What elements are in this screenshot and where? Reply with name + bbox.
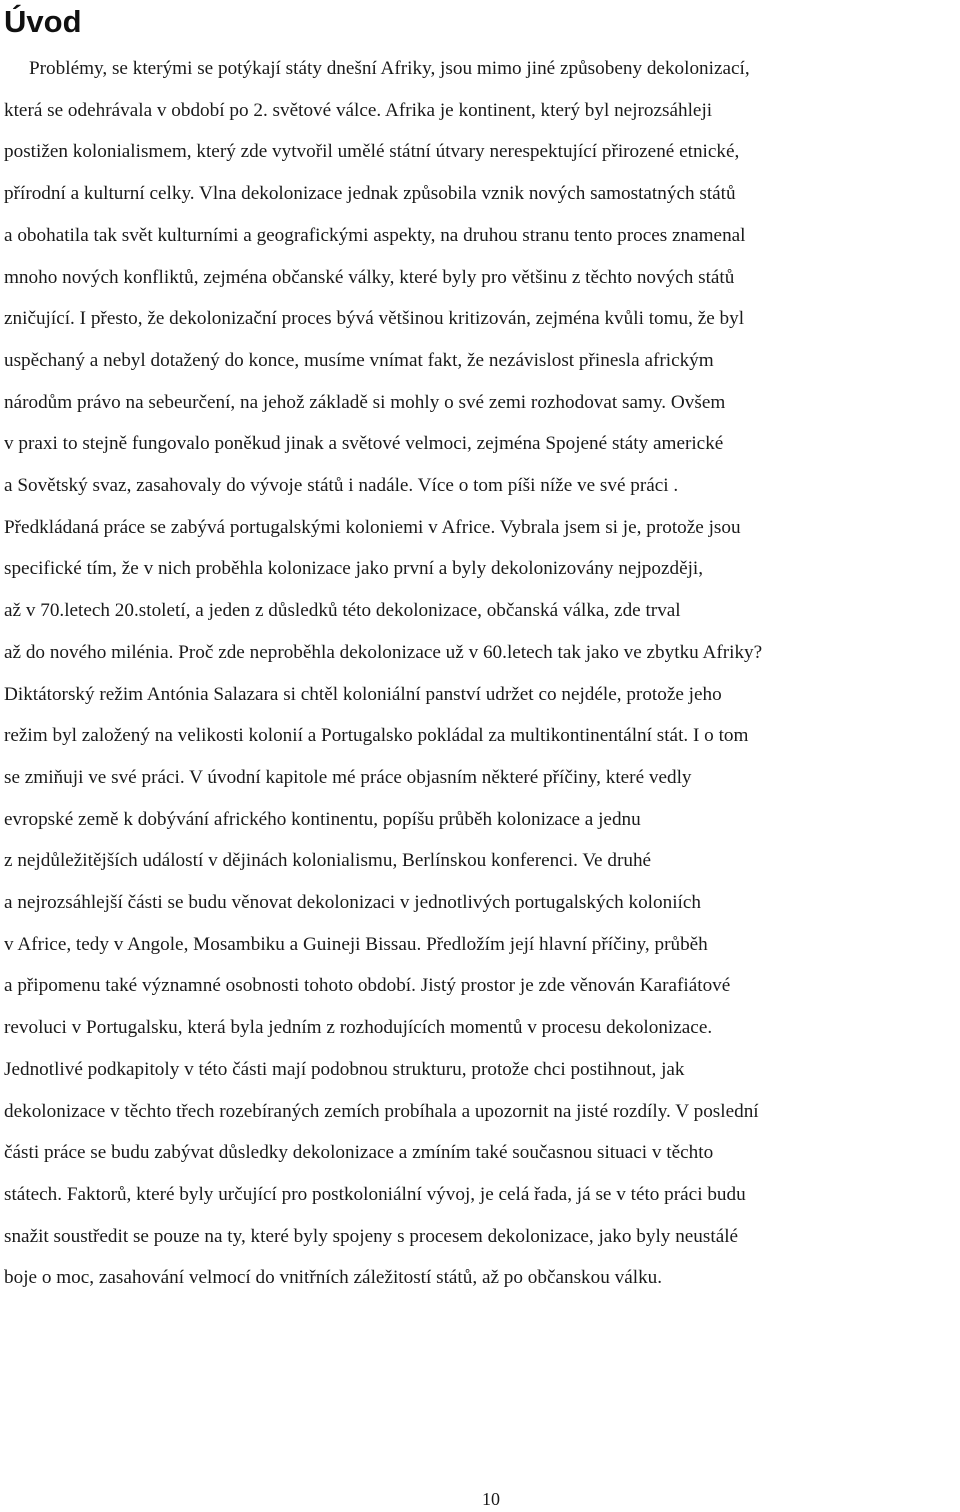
text-line: mnoho nových konfliktů, zejména občanské války, které byly pro většinu z těchto nových států (4, 266, 735, 288)
section-heading: Úvod (4, 4, 82, 39)
text-line: Problémy, se kterými se potýkají státy dnešní Afriky, jsou mimo jiné způsobeny dekolonizací, (29, 58, 750, 79)
text-line: specifické tím, že v nich proběhla kolonizace jako první a byly dekolonizovány nejpozději, (4, 558, 704, 580)
text-line: Jednotlivé podkapitoly v této části mají podobnou strukturu, protože chci postihnout, jak (4, 1058, 685, 1080)
text-line: z nejdůležitějších událostí v dějinách kolonialismu, Berlínskou konferenci. Ve druhé (4, 850, 652, 872)
text-line: až do nového milénia. Proč zde neproběhla dekolonizace už v 60.letech tak jako ve zbytku Afriky? (4, 641, 763, 663)
text-line: evropské země k dobývání afrického kontinentu, popíšu průběh kolonizace a jednu (4, 808, 641, 830)
text-line: dekolonizace v těchto třech rozebíraných zemích probíhala a upozornit na jisté rozdíly. V poslední (4, 1100, 759, 1122)
text-line: a připomenu také významné osobnosti tohoto období. Jistý prostor je zde věnován Karafiátové (4, 975, 731, 997)
page-number: 10 (482, 1489, 500, 1509)
text-line: revoluci v Portugalsku, která byla jedním z rozhodujících momentů v procesu dekolonizace. (4, 1017, 713, 1039)
text-line: části práce se budu zabývat důsledky dekolonizace a zmíním také současnou situaci v těchto (4, 1142, 714, 1164)
body-text (4, 48, 960, 1299)
text-line: boje o moc, zasahování velmocí do vnitřních záležitostí států, až po občanskou válku. (4, 1267, 663, 1289)
text-line: snažit soustředit se pouze na ty, které byly spojeny s procesem dekolonizace, jako byly neustálé (4, 1225, 739, 1247)
text-line: státech. Faktorů, které byly určující pro postkoloniální vývoj, je celá řada, já se v této práci budu (4, 1183, 746, 1205)
text-line: Diktátorský režim Antónia Salazara si chtěl koloniální panství udržet co nejdéle, protože jeho (4, 683, 722, 705)
text-line: která se odehrávala v období po 2. světové válce. Afrika je kontinent, který byl nejrozsáhleji (4, 99, 713, 121)
text-line: se zmiňuji ve své práci. V úvodní kapitole mé práce objasním některé příčiny, které vedly (4, 766, 692, 788)
text-line: a Sovětský svaz, zasahovaly do vývoje států i nadále. Více o tom píši níže ve své práci . (4, 475, 679, 497)
paragraph (4, 48, 960, 1299)
text-line: Předkládaná práce se zabývá portugalskými koloniemi v Africe. Vybrala jsem si je, protože jsou (4, 516, 741, 538)
text-line: v praxi to stejně fungovalo poněkud jinak a světové velmoci, zejména Spojené státy americké (4, 433, 724, 455)
text-line: uspěchaný a nebyl dotažený do konce, musíme vnímat fakt, že nezávislost přinesla africkým (4, 349, 714, 371)
text-line: národům právo na sebeurčení, na jehož základě si mohly o své zemi rozhodovat samy. Ovšem (4, 391, 726, 413)
text-line: postižen kolonialismem, který zde vytvořil umělé státní útvary nerespektující přirozené etnické, (4, 141, 740, 163)
text-line: v Africe, tedy v Angole, Mosambiku a Guineji Bissau. Předložím její hlavní příčiny, průběh (4, 933, 708, 955)
text-line: a nejrozsáhlejší části se budu věnovat dekolonizaci v jednotlivých portugalských koloniích (4, 892, 701, 914)
text-line: až v 70.letech 20.století, a jeden z důsledků této dekolonizace, občanská válka, zde trval (4, 600, 681, 622)
text-line: režim byl založený na velikosti kolonií a Portugalsko pokládal za multikontinentální stát. I o tom (4, 725, 749, 747)
text-line: přírodní a kulturní celky. Vlna dekolonizace jednak způsobila vznik nových samostatných států (4, 183, 736, 205)
text-line: zničující. I přesto, že dekolonizační proces bývá většinou kritizován, zejména kvůli tomu, že byl (4, 308, 745, 330)
text-line: a obohatila tak svět kulturními a geografickými aspekty, na druhou stranu tento proces znamenal (4, 224, 746, 246)
